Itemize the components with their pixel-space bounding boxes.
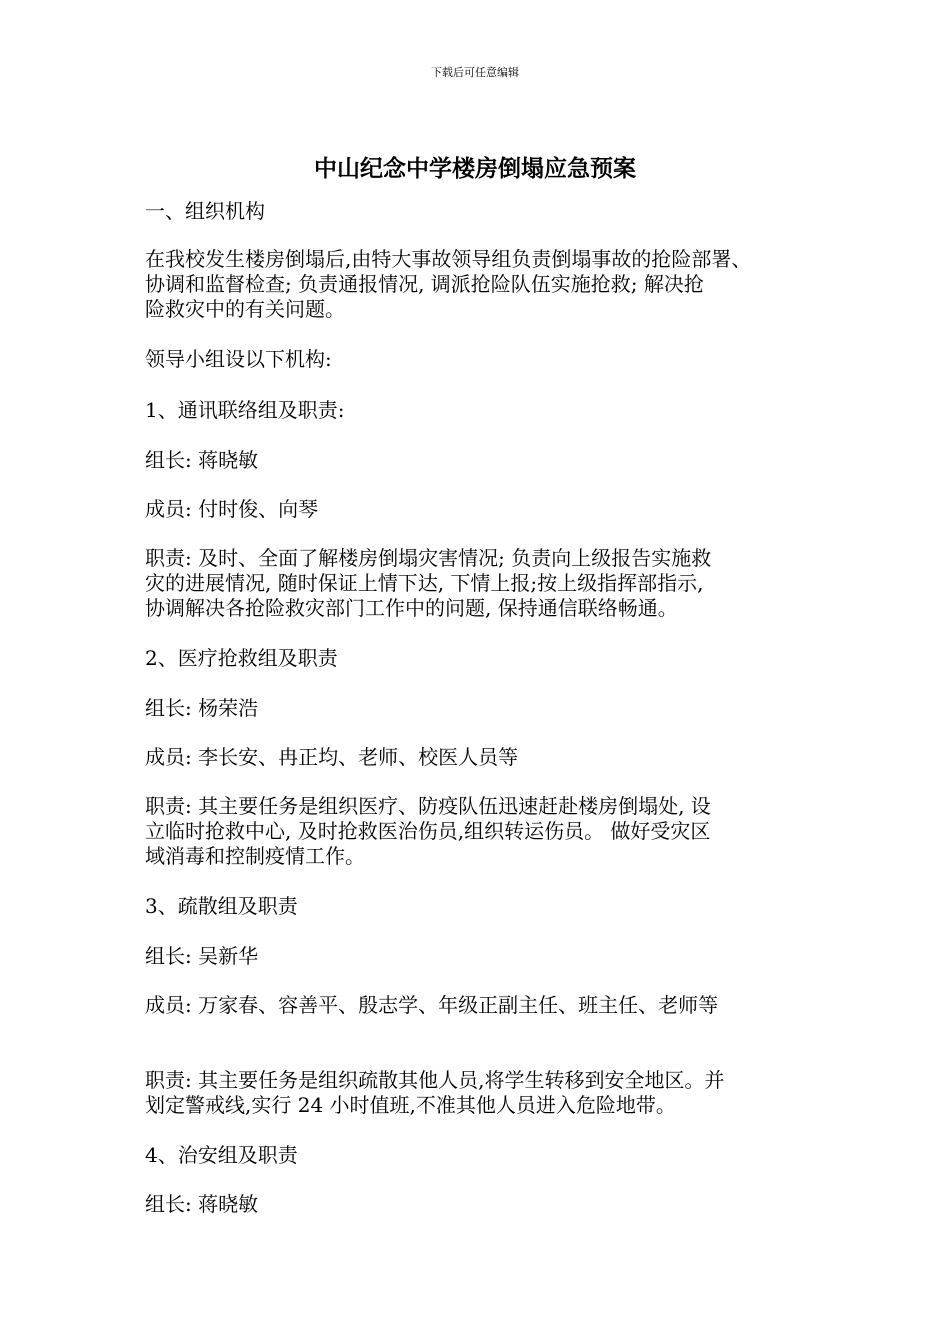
group-4-leader: 组长: 蒋晓敏 bbox=[145, 1192, 259, 1216]
group-2-members: 成员: 李长安、冉正均、老师、校医人员等 bbox=[145, 745, 519, 769]
document-title: 中山纪念中学楼房倒塌应急预案 bbox=[314, 156, 636, 182]
duty-line: 职责: 其主要任务是组织疏散其他人员,将学生转移到安全地区。并 bbox=[145, 1068, 725, 1092]
duty-line: 划定警戒线,实行 24 小时值班,不准其他人员进入危险地带。 bbox=[145, 1093, 676, 1117]
duty-line: 职责: 其主要任务是组织医疗、防疫队伍迅速赶赴楼房倒塌处, 设 bbox=[145, 794, 711, 818]
group-1-heading: 1、通讯联络组及职责: bbox=[145, 398, 345, 422]
structure-intro: 领导小组设以下机构: bbox=[145, 347, 332, 371]
intro-paragraph bbox=[145, 247, 825, 322]
duty-line: 灾的进展情况, 随时保证上情下达, 下情上报;按上级指挥部指示, bbox=[145, 571, 704, 595]
group-1-leader: 组长: 蒋晓敏 bbox=[145, 448, 259, 472]
group-1-duties bbox=[145, 546, 825, 621]
header-note: 下载后可任意编辑 bbox=[431, 66, 519, 79]
intro-line: 协调和监督检查; 负责通报情况, 调派抢险队伍实施抢救; 解决抢 bbox=[145, 272, 704, 296]
intro-line: 在我校发生楼房倒塌后,由特大事故领导组负责倒塌事故的抢险部署、 bbox=[145, 247, 752, 271]
duty-line: 立临时抢救中心, 及时抢救医治伤员,组织转运伤员。 做好受灾区 bbox=[145, 819, 711, 843]
group-2-heading: 2、医疗抢救组及职责 bbox=[145, 646, 338, 670]
group-3-members: 成员: 万家春、容善平、殷志学、年级正副主任、班主任、老师等 bbox=[145, 993, 719, 1017]
group-3-duties bbox=[145, 1068, 825, 1118]
duty-line: 职责: 及时、全面了解楼房倒塌灾害情况; 负责向上级报告实施救 bbox=[145, 546, 712, 570]
group-2-leader: 组长: 杨荣浩 bbox=[145, 696, 259, 720]
intro-line: 险救灾中的有关问题。 bbox=[145, 297, 345, 321]
group-2-duties bbox=[145, 794, 825, 869]
group-4-heading: 4、治安组及职责 bbox=[145, 1143, 298, 1167]
section-heading: 一、组织机构 bbox=[145, 199, 265, 223]
duty-line: 协调解决各抢险救灾部门工作中的问题, 保持通信联络畅通。 bbox=[145, 596, 678, 620]
group-1-members: 成员: 付时俊、向琴 bbox=[145, 497, 319, 521]
duty-line: 域消毒和控制疫情工作。 bbox=[145, 844, 365, 868]
group-3-leader: 组长: 吴新华 bbox=[145, 944, 259, 968]
group-3-heading: 3、疏散组及职责 bbox=[145, 894, 298, 918]
